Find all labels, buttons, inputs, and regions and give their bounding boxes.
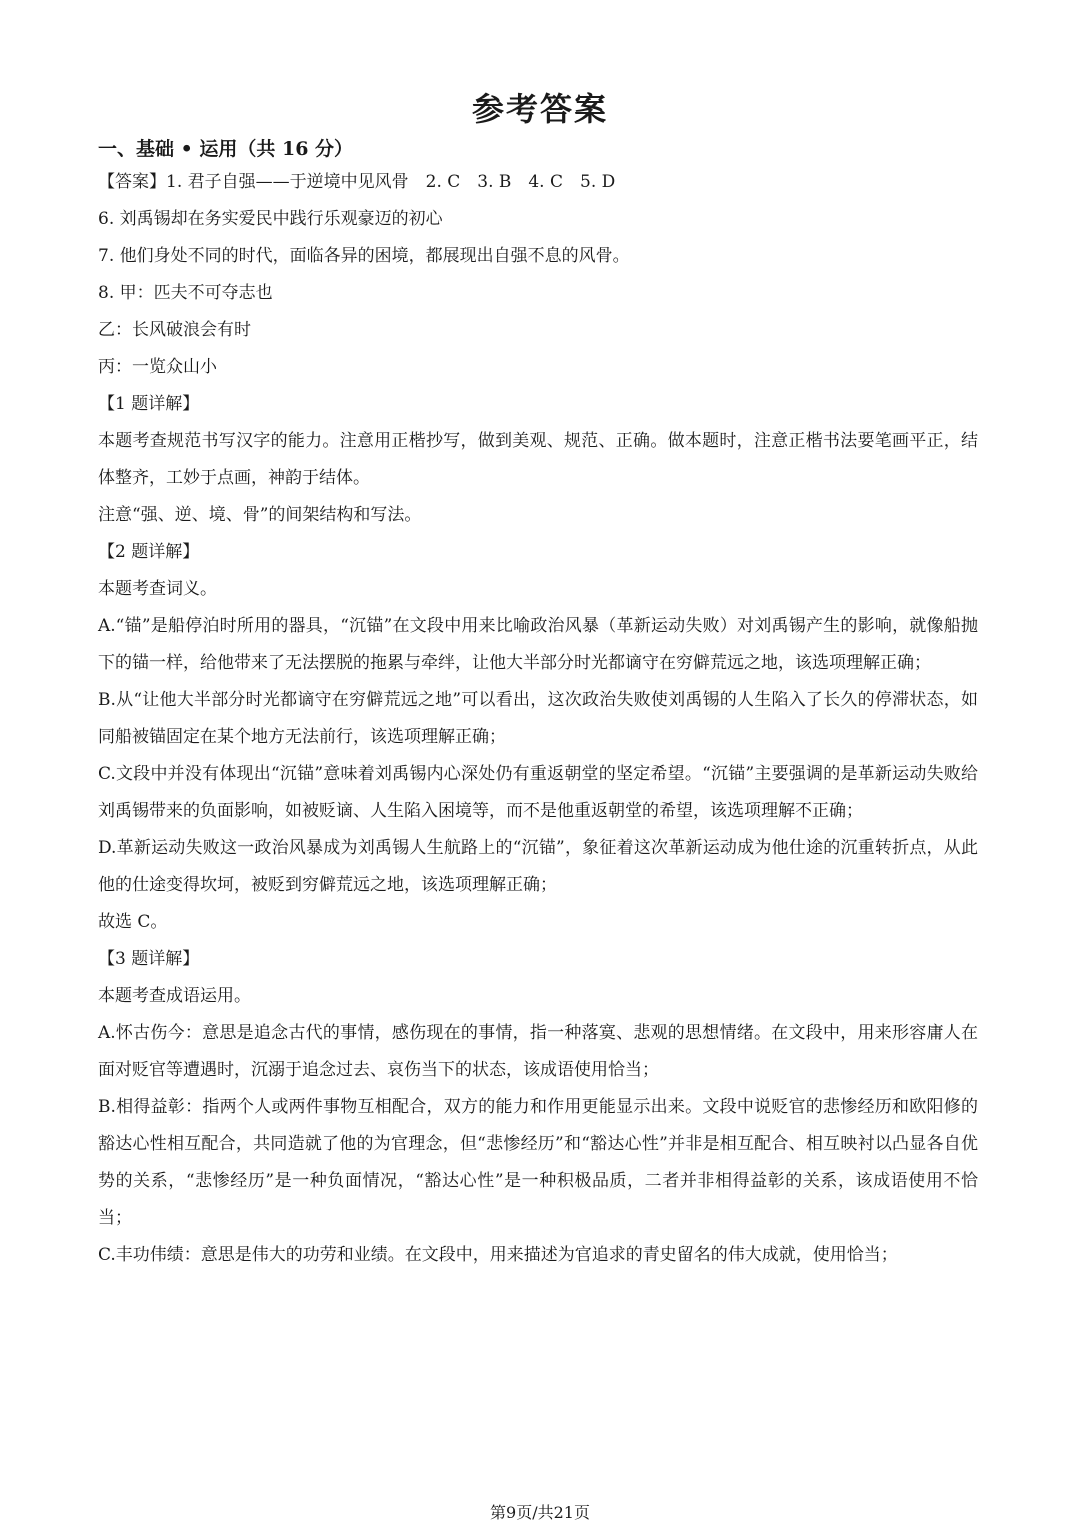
answer-paragraph: 【2 题详解】 [98,542,200,562]
answer-paragraph: 6. 刘禹锡却在务实爱民中践行乐观豪迈的初心 [98,209,443,229]
answer-paragraph: 7. 他们身处不同的时代，面临各异的困境，都展现出自强不息的风骨。 [98,246,630,266]
answer-paragraph: A.怀古伤今：意思是追念古代的事情，感伤现在的事情，指一种落寞、悲观的思想情绪。在文段中，用来形容庸人在面对贬官等遭遇时，沉溺于追念过去、哀伤当下的状态，该成语使用恰当； [98,1023,978,1080]
section-heading: 一、基础 • 运用（共 16 分） [98,138,354,160]
answer-paragraph: D.革新运动失败这一政治风暴成为刘禹锡人生航路上的“沉锚”，象征着这次革新运动成为他仕途的沉重转折点，从此他的仕途变得坎坷，被贬到穷僻荒远之地，该选项理解正确； [98,838,978,895]
answer-paragraph: A.“锚”是船停泊时所用的器具，“沉锚”在文段中用来比喻政治风暴（革新运动失败）对刘禹锡产生的影响，就像船抛下的锚一样，给他带来了无法摆脱的拖累与牵绊，让他大半部分时光都谪守在穷僻荒远之地，该选项理解正确； [98,616,978,673]
answer-paragraph: 丙：一览众山小 [98,357,217,377]
answer-paragraph: C.文段中并没有体现出“沉锚”意味着刘禹锡内心深处仍有重返朝堂的坚定希望。“沉锚”主要强调的是革新运动失败给刘禹锡带来的负面影响，如被贬谪、人生陷入困境等，而不是他重返朝堂的希望，该选项理解不正确； [98,764,978,821]
answer-paragraph: 【3 题详解】 [98,949,200,969]
answer-paragraph: 故选 C。 [98,912,168,932]
answer-paragraph: 注意“强、逆、境、骨”的间架结构和写法。 [98,505,422,525]
answer-paragraph: C.丰功伟绩：意思是伟大的功劳和业绩。在文段中，用来描述为官追求的青史留名的伟大成就，使用恰当； [98,1245,898,1265]
answer-paragraph: 本题考查词义。 [98,579,217,599]
answer-paragraph: 本题考查成语运用。 [98,986,251,1006]
answer-paragraph: 乙：长风破浪会有时 [98,320,251,340]
answer-paragraph: 【答案】1. 君子自强——于逆境中见风骨 2. C 3. B 4. C 5. D [98,172,616,192]
answer-paragraph: 【1 题详解】 [98,394,200,414]
page-title: 参考答案 [471,90,608,128]
answer-paragraph: 本题考查规范书写汉字的能力。注意用正楷抄写，做到美观、规范、正确。做本题时，注意正楷书法要笔画平正，结体整齐，工妙于点画，神韵于结体。 [98,431,978,488]
answer-content [98,164,978,1274]
answer-paragraph: B.相得益彰：指两个人或两件事物互相配合，双方的能力和作用更能显示出来。文段中说贬官的悲惨经历和欧阳修的豁达心性相互配合，共同造就了他的为官理念，但“悲惨经历”和“豁达心性”并非是相互配合、相互映衬以凸显各自优势的关系，“悲惨经历”是一种负面情况，“豁达心性”是一种积极品质，二者并非相得益彰的关系，该成语使用不恰当； [98,1097,978,1228]
answer-paragraph: 8. 甲：匹夫不可夺志也 [98,283,273,303]
page-number: 第9页/共21页 [490,1503,590,1522]
answer-paragraph: B.从“让他大半部分时光都谪守在穷僻荒远之地”可以看出，这次政治失败使刘禹锡的人生陷入了长久的停滞状态，如同船被锚固定在某个地方无法前行，该选项理解正确； [98,690,978,747]
